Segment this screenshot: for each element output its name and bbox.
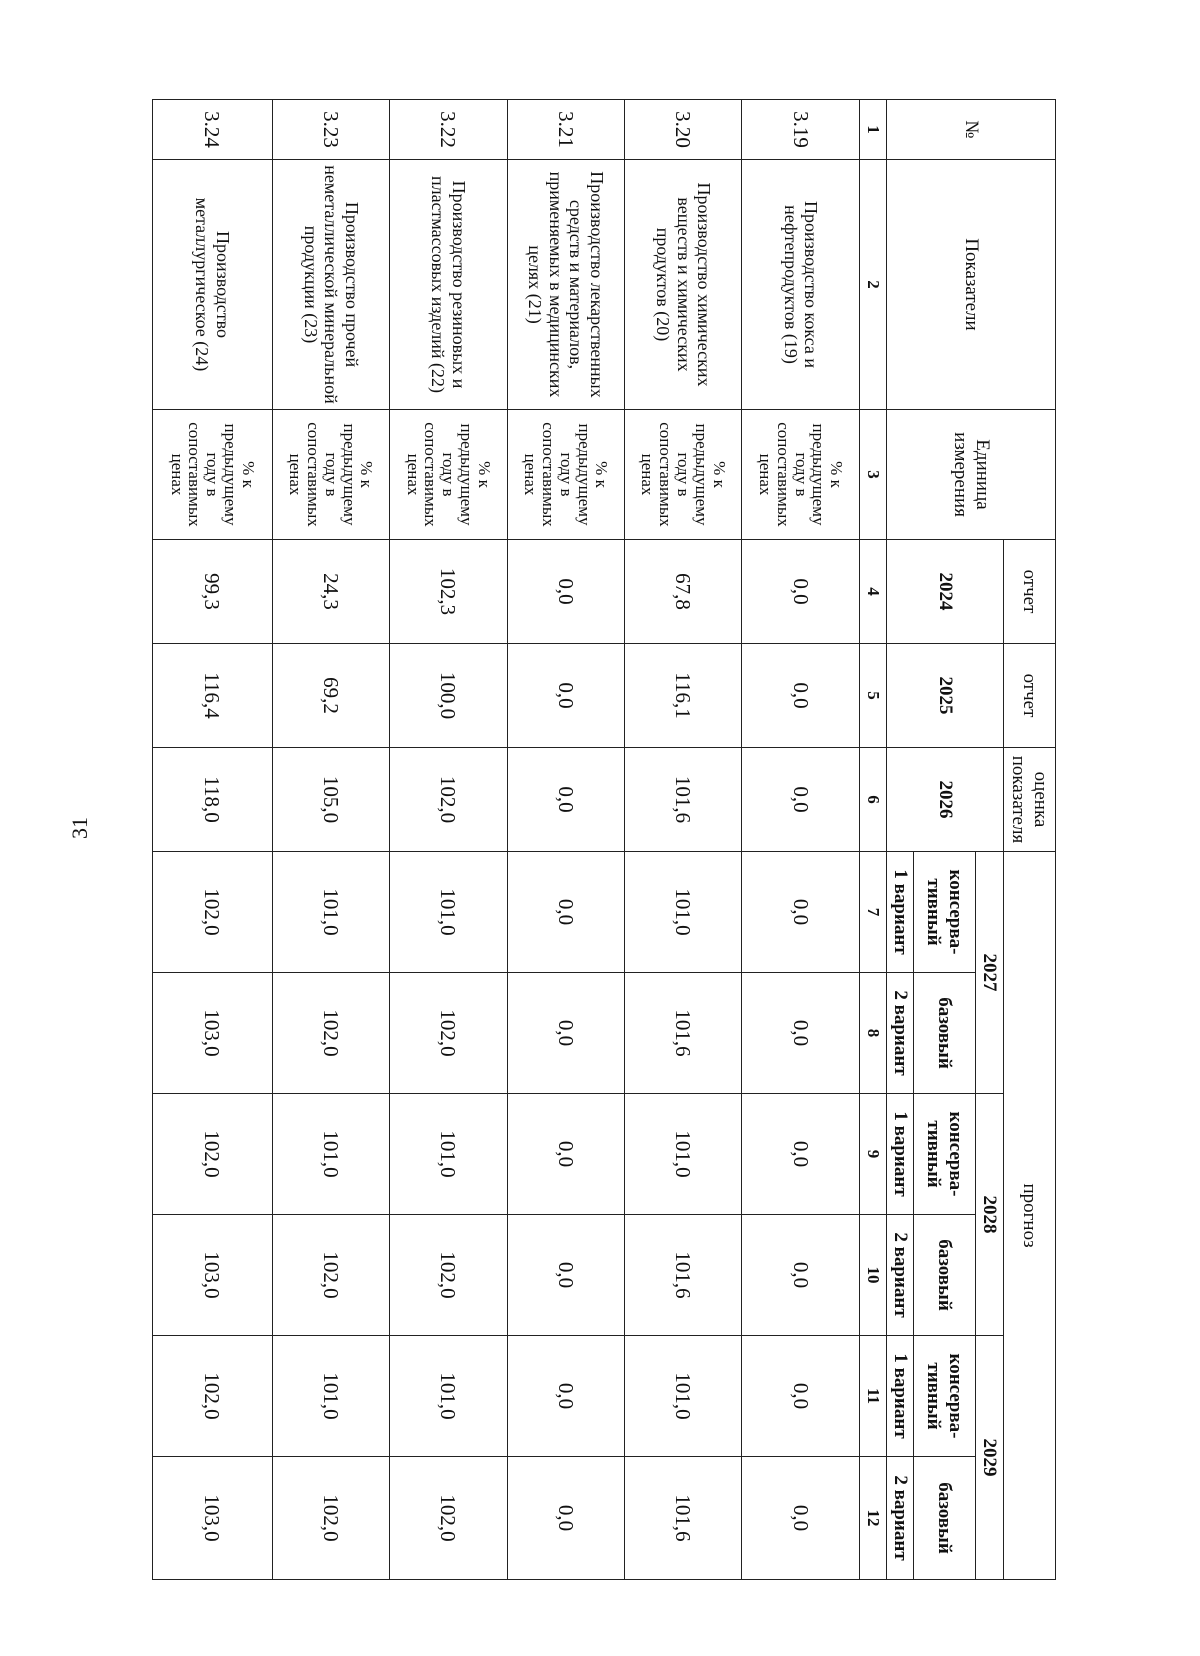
column-number: 2 [859,160,886,410]
header-year-2025: 2025 [887,644,1004,748]
header-estimate: оценка показателя [1004,748,1056,852]
indicator-name: Производство прочей неметаллической минеральной продукции (23) [272,160,389,410]
value-cell: 0,0 [507,540,624,644]
value-cell: 103,0 [153,1215,273,1336]
value-cell: 102,0 [390,973,507,1094]
header-base-2029: базовый [914,1457,976,1580]
forecast-table [152,99,1056,1580]
value-cell: 0,0 [742,1457,859,1580]
header-num: № [887,100,1056,160]
column-number: 9 [859,1094,886,1215]
value-cell: 103,0 [153,973,273,1094]
row-number: 3.23 [272,100,389,160]
value-cell: 101,6 [624,748,741,852]
header-year-2029: 2029 [976,1336,1004,1580]
value-cell: 101,0 [624,1094,741,1215]
value-cell: 116,1 [624,644,741,748]
value-cell: 101,6 [624,1215,741,1336]
header-indicators: Показатели [887,160,1056,410]
forecast-table-container [152,99,1056,1579]
indicator-name: Производство резиновых и пластмассовых изделий (22) [390,160,507,410]
value-cell: 0,0 [742,973,859,1094]
column-number: 5 [859,644,886,748]
value-cell: 101,6 [624,1457,741,1580]
unit-cell: % к предыдущему году в сопоставимых ценах [390,410,507,540]
value-cell: 102,0 [390,748,507,852]
column-number: 11 [859,1336,886,1457]
row-number: 3.21 [507,100,624,160]
header-base-2027: базовый [914,973,976,1094]
table-row [153,100,273,1580]
page-number: 31 [67,817,92,839]
header-conservative-2027: консерва- тивный [914,852,976,973]
value-cell: 0,0 [742,852,859,973]
column-number: 7 [859,852,886,973]
header-report-2025: отчет [1004,644,1056,748]
value-cell: 101,0 [272,852,389,973]
value-cell: 101,0 [624,1336,741,1457]
value-cell: 0,0 [507,852,624,973]
value-cell: 100,0 [390,644,507,748]
column-number: 3 [859,410,886,540]
header-year-2028: 2028 [976,1094,1004,1336]
column-number: 6 [859,748,886,852]
column-number: 1 [859,100,886,160]
table-row [390,100,507,1580]
row-number: 3.22 [390,100,507,160]
table-row [742,100,859,1580]
header-year-2027: 2027 [976,852,1004,1094]
header-variant1-2027: 1 вариант [887,852,914,973]
value-cell: 0,0 [507,1457,624,1580]
value-cell: 101,0 [390,1094,507,1215]
value-cell: 0,0 [742,1336,859,1457]
value-cell: 101,0 [272,1094,389,1215]
value-cell: 102,3 [390,540,507,644]
value-cell: 101,0 [390,1336,507,1457]
header-variant2-2027: 2 вариант [887,973,914,1094]
header-year-2024: 2024 [887,540,1004,644]
header-conservative-2029: консерва- тивный [914,1336,976,1457]
value-cell: 99,3 [153,540,273,644]
value-cell: 67,8 [624,540,741,644]
value-cell: 102,0 [153,1094,273,1215]
value-cell: 0,0 [742,1215,859,1336]
value-cell: 101,0 [390,852,507,973]
value-cell: 0,0 [742,1094,859,1215]
value-cell: 0,0 [507,644,624,748]
unit-cell: % к предыдущему году в сопоставимых ценах [742,410,859,540]
column-number-row [859,100,886,1580]
value-cell: 102,0 [153,1336,273,1457]
table-row [507,100,624,1580]
value-cell: 101,6 [624,973,741,1094]
value-cell: 0,0 [507,748,624,852]
header-unit: Единица измерения [887,410,1056,540]
header-variant2-2028: 2 вариант [887,1215,914,1336]
row-number: 3.24 [153,100,273,160]
value-cell: 105,0 [272,748,389,852]
row-number: 3.19 [742,100,859,160]
row-number: 3.20 [624,100,741,160]
value-cell: 102,0 [153,852,273,973]
value-cell: 102,0 [272,1215,389,1336]
table-row [624,100,741,1580]
value-cell: 0,0 [742,644,859,748]
value-cell: 102,0 [272,1457,389,1580]
value-cell: 69,2 [272,644,389,748]
value-cell: 102,0 [390,1457,507,1580]
header-forecast: прогноз [1004,852,1056,1580]
unit-cell: % к предыдущему году в сопоставимых ценах [153,410,273,540]
indicator-name: Производство металлургическое (24) [153,160,273,410]
value-cell: 0,0 [507,1215,624,1336]
header-variant1-2029: 1 вариант [887,1336,914,1457]
value-cell: 24,3 [272,540,389,644]
column-number: 8 [859,973,886,1094]
value-cell: 102,0 [390,1215,507,1336]
header-base-2028: базовый [914,1215,976,1336]
header-report-2024: отчет [1004,540,1056,644]
value-cell: 0,0 [507,1094,624,1215]
column-number: 4 [859,540,886,644]
value-cell: 116,4 [153,644,273,748]
value-cell: 103,0 [153,1457,273,1580]
indicator-name: Производство кокса и нефтепродуктов (19) [742,160,859,410]
header-conservative-2028: консерва- тивный [914,1094,976,1215]
value-cell: 0,0 [742,748,859,852]
header-variant1-2028: 1 вариант [887,1094,914,1215]
value-cell: 0,0 [507,1336,624,1457]
unit-cell: % к предыдущему году в сопоставимых ценах [624,410,741,540]
value-cell: 101,0 [624,852,741,973]
value-cell: 101,0 [272,1336,389,1457]
value-cell: 0,0 [507,973,624,1094]
indicator-name: Производство лекарственных средств и материалов, применяемых в медицинских целях (21) [507,160,624,410]
header-year-2026: 2026 [887,748,1004,852]
indicator-name: Производство химических веществ и химических продуктов (20) [624,160,741,410]
column-number: 10 [859,1215,886,1336]
value-cell: 0,0 [742,540,859,644]
header-variant2-2029: 2 вариант [887,1457,914,1580]
unit-cell: % к предыдущему году в сопоставимых ценах [507,410,624,540]
value-cell: 118,0 [153,748,273,852]
column-number: 12 [859,1457,886,1580]
table-row [272,100,389,1580]
value-cell: 102,0 [272,973,389,1094]
unit-cell: % к предыдущему году в сопоставимых ценах [272,410,389,540]
